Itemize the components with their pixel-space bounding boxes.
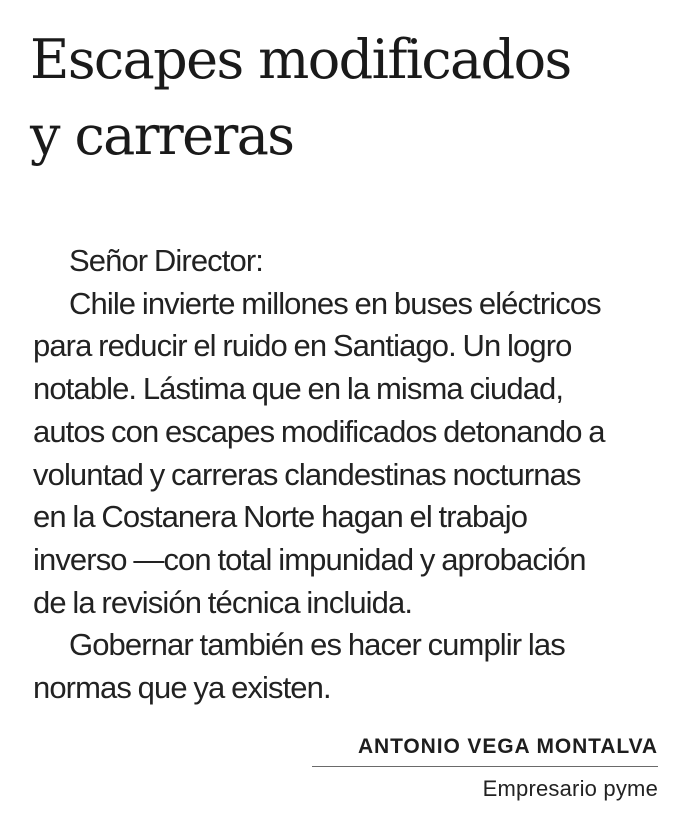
salutation: Señor Director: bbox=[69, 243, 263, 278]
author-name: ANTONIO VEGA MONTALVA bbox=[357, 735, 658, 758]
closing-line: normas que ya existen. bbox=[33, 670, 331, 706]
body-line: Chile invierte millones en buses eléctricos bbox=[69, 285, 601, 321]
body-line: para reducir el ruido en Santiago. Un logro bbox=[33, 328, 572, 364]
body-line: notable. Lástima que en la misma ciudad, bbox=[33, 371, 564, 407]
body-line: autos con escapes modificados detonando a bbox=[33, 413, 605, 449]
author-role: Empresario pyme bbox=[482, 776, 658, 801]
letter-headline bbox=[30, 22, 670, 174]
body-line: inverso —con total impunidad y aprobación bbox=[33, 541, 586, 577]
headline-line: Escapes modificados bbox=[30, 28, 571, 91]
letter-body bbox=[33, 240, 649, 710]
body-line: en la Costanera Norte hagan el trabajo bbox=[33, 499, 528, 535]
headline-line: y carreras bbox=[30, 104, 294, 167]
signature-divider bbox=[312, 766, 658, 767]
body-line: de la revisión técnica incluida. bbox=[33, 584, 413, 620]
body-line: voluntad y carreras clandestinas nocturnas bbox=[33, 456, 581, 492]
closing-line: Gobernar también es hacer cumplir las bbox=[69, 627, 565, 663]
